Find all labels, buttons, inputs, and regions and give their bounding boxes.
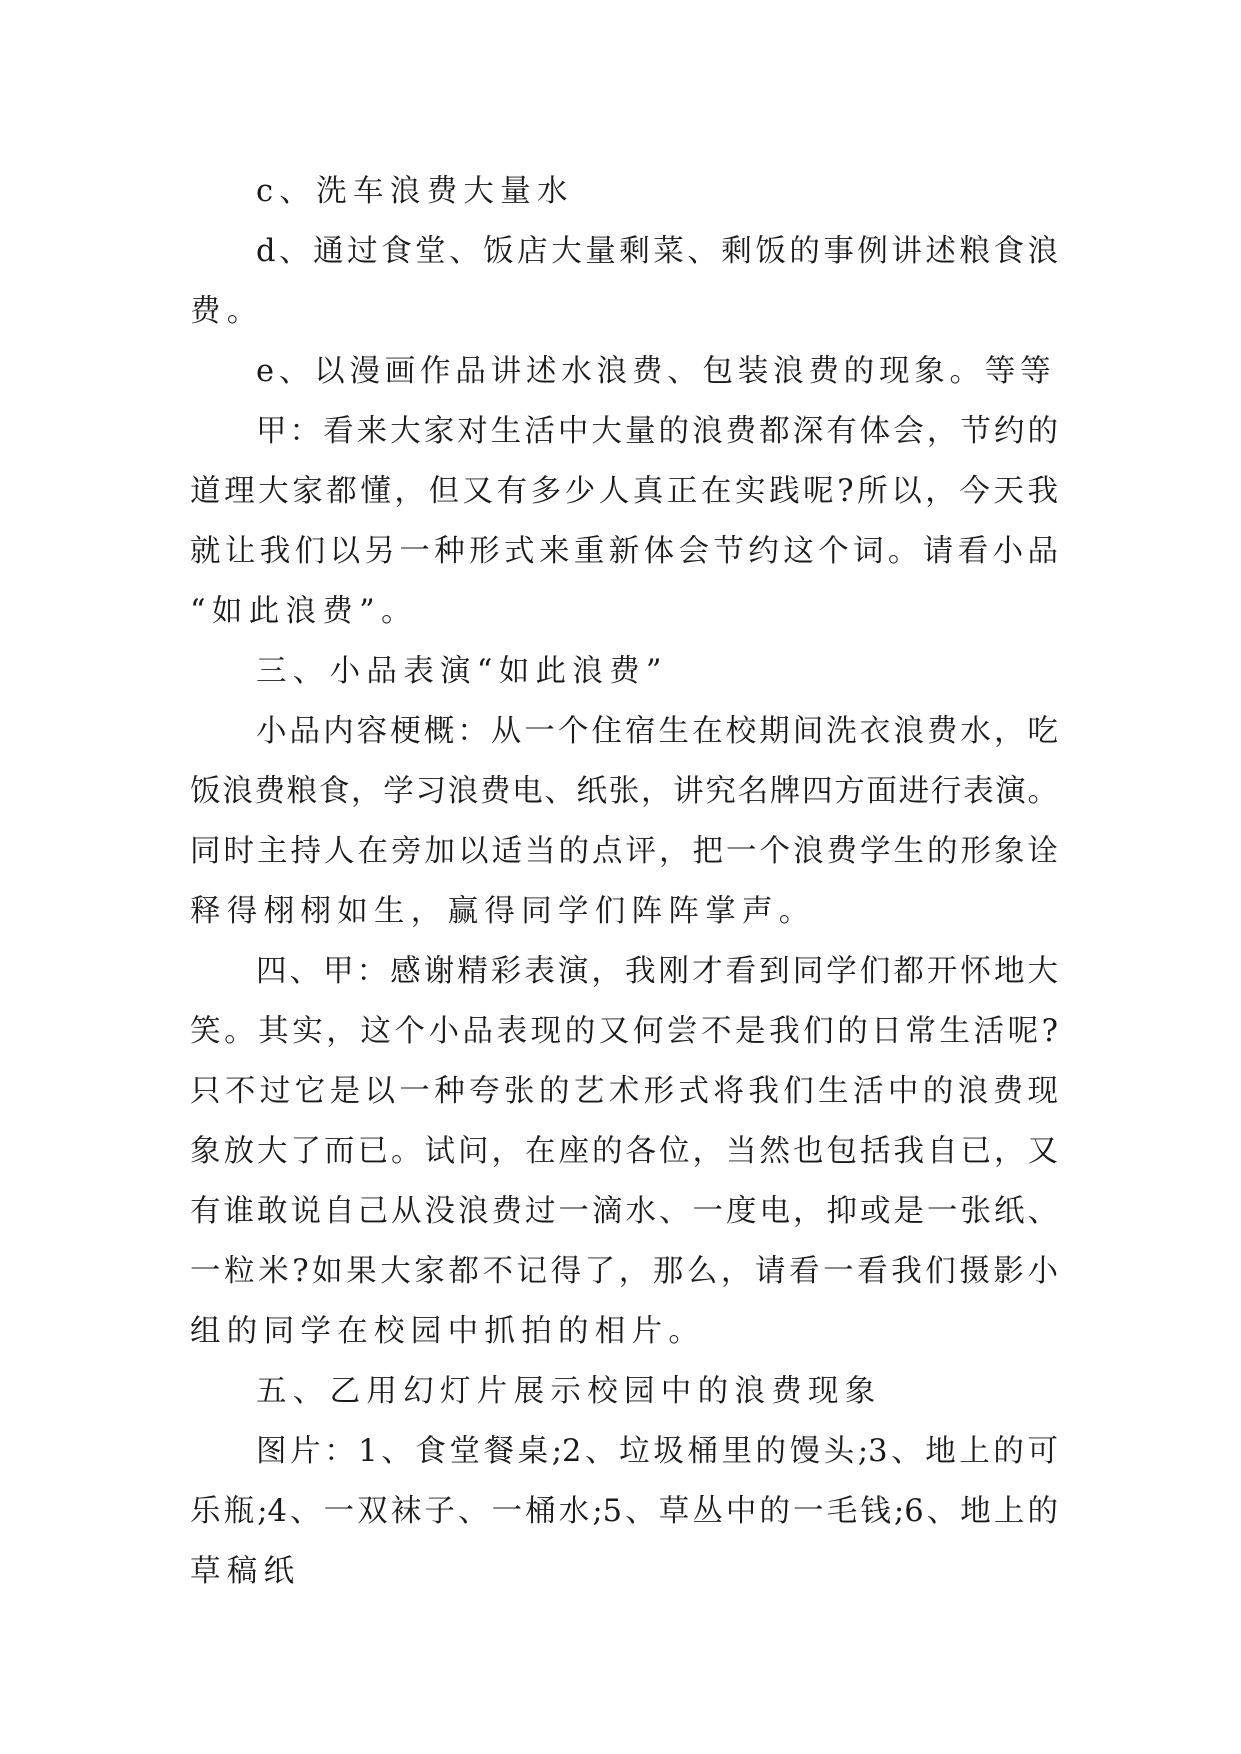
text-line: 就让我们以另一种形式来重新体会节约这个词。请看小品 [190,534,1058,569]
text-line: 四、甲：感谢精彩表演，我刚才看到同学们都开怀地大 [256,954,1058,989]
text-line: c、洗车浪费大量水 [256,174,574,209]
text-line: “如此浪费”。 [190,594,418,629]
text-line: e、以漫画作品讲述水浪费、包装浪费的现象。等等 [256,354,1056,389]
text-line: 费。 [190,294,264,329]
text-line: 象放大了而已。试问，在座的各位，当然也包括我自已，又 [190,1134,1058,1169]
text-line: 草稿纸 [190,1554,301,1589]
text-line: 组的同学在校园中抓拍的相片。 [190,1314,706,1349]
text-line: 饭浪费粮食，学习浪费电、纸张，讲究名牌四方面进行表演。 [190,774,1058,809]
text-line: 笑。其实，这个小品表现的又何尝不是我们的日常生活呢? [190,1014,1058,1049]
section-heading: 三、小品表演“如此浪费” [256,654,668,689]
text-line: 有谁敢说自己从没浪费过一滴水、一度电，抑或是一张纸、 [190,1194,1058,1229]
text-line: 甲：看来大家对生活中大量的浪费都深有体会，节约的 [256,414,1058,449]
text-line: 一粒米?如果大家都不记得了，那么，请看一看我们摄影小 [190,1254,1058,1289]
text-line: d、通过食堂、饭店大量剩菜、剩饭的事例讲述粮食浪 [256,234,1058,269]
section-heading: 五、乙用幻灯片展示校园中的浪费现象 [256,1374,882,1409]
text-line: 图片：1、食堂餐桌;2、垃圾桶里的馒头;3、地上的可 [256,1434,1058,1469]
text-line: 只不过它是以一种夸张的艺术形式将我们生活中的浪费现 [190,1074,1058,1109]
document-body [190,162,1058,1602]
text-line: 乐瓶;4、一双袜子、一桶水;5、草丛中的一毛钱;6、地上的 [190,1494,1058,1529]
text-line: 小品内容梗概：从一个住宿生在校期间洗衣浪费水，吃 [256,714,1058,749]
text-line: 释得栩栩如生，赢得同学们阵阵掌声。 [190,894,816,929]
text-line: 同时主持人在旁加以适当的点评，把一个浪费学生的形象诠 [190,834,1058,869]
text-line: 道理大家都懂，但又有多少人真正在实践呢?所以，今天我 [190,474,1058,509]
